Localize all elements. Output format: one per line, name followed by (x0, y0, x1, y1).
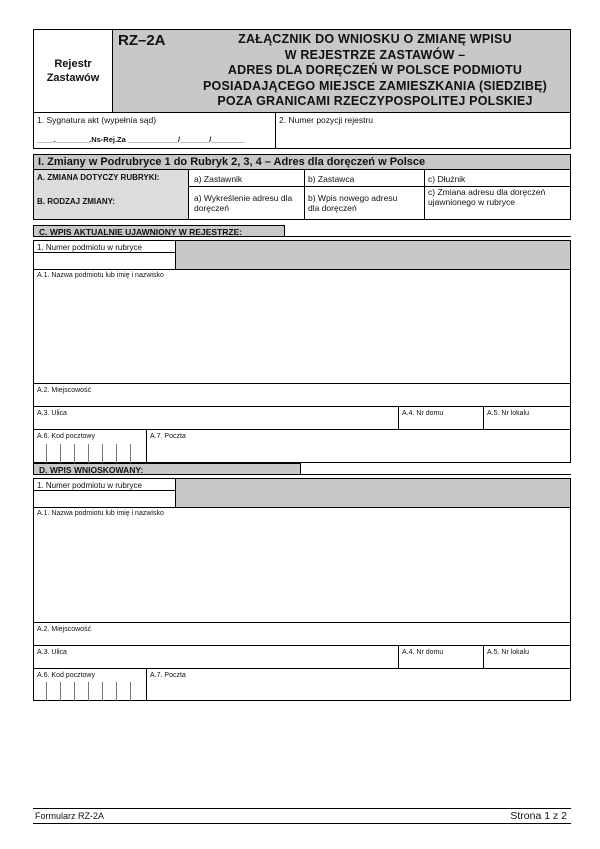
c-entity-number-field[interactable] (33, 240, 176, 270)
option-dluznik-text: c) Dłużnik (428, 174, 466, 184)
d-post-office-label: A.7. Poczta (150, 672, 186, 679)
section-i-title (33, 154, 571, 170)
header-title-box (180, 30, 570, 112)
title-line-4: POSIADAJĄCEGO MIEJSCE ZAMIESZKANIA (SIEDZIBĘ) (203, 78, 547, 93)
c-flat-no-field[interactable] (483, 406, 571, 430)
option-dluznik[interactable] (424, 170, 571, 187)
d-postal-code-field[interactable] (33, 668, 147, 701)
title-line-5: POZA GRANICAMI RZECZYPOSPOLITEJ POLSKIEJ (217, 94, 533, 108)
d-postal-box-3[interactable] (88, 682, 103, 701)
option-zastawca-text: b) Zastawca (308, 174, 355, 184)
c-street-label: A.3. Ulica (37, 410, 67, 417)
section-c-title (33, 225, 285, 237)
c-city-field[interactable] (33, 383, 571, 407)
d-house-no-label: A.4. Nr domu (402, 649, 444, 656)
d-street-field[interactable] (33, 645, 399, 669)
registry-label-box (34, 30, 112, 112)
d-entity-number-divider (34, 490, 175, 491)
d-postal-code-label: A.6. Kod pocztowy (37, 672, 95, 679)
footer (33, 808, 571, 824)
row-a-label (33, 170, 189, 187)
option-zastawnik-text: a) Zastawnik (194, 174, 243, 184)
c-postal-code-label: A.6. Kod pocztowy (37, 433, 95, 440)
c-postal-box-4[interactable] (103, 444, 117, 463)
c-house-no-field[interactable] (398, 406, 484, 430)
c-entity-number-label: 1. Numer podmiotu w rubryce (37, 243, 142, 252)
d-street-label: A.3. Ulica (37, 649, 67, 656)
registry-label: Rejestr Zastawów (46, 58, 100, 84)
footer-page-number: Strona 1 z 2 (510, 810, 567, 822)
option-zmiana-adresu[interactable] (424, 186, 571, 220)
d-postal-box-4[interactable] (103, 682, 117, 701)
option-wykreslenie[interactable] (188, 186, 305, 220)
c-postal-box-2[interactable] (61, 444, 75, 463)
section-c-title-text: C. WPIS AKTUALNIE UJAWNIONY W REJESTRZE: (39, 227, 243, 237)
form-code-box (112, 30, 180, 112)
option-wykreslenie-text: a) Wykreślenie adresu dla doręczeń (194, 193, 293, 213)
row-b-label-text: B. RODZAJ ZMIANY: (37, 197, 116, 206)
c-post-office-field[interactable] (146, 429, 571, 463)
d-city-label: A.2. Miejscowość (37, 626, 92, 633)
d-postal-box-2[interactable] (61, 682, 75, 701)
c-postal-box-1[interactable] (46, 444, 61, 463)
c-name-label: A.1. Nazwa podmiotu lub imię i nazwisko (37, 272, 164, 279)
section-c-title-line (285, 236, 571, 237)
row-b-label (33, 186, 189, 220)
c-post-office-label: A.7. Poczta (150, 433, 186, 440)
c-entity-number-divider (34, 252, 175, 253)
d-postal-box-5[interactable] (117, 682, 131, 701)
section-d-title-text: D. WPIS WNIOSKOWANY: (39, 465, 144, 475)
d-flat-no-field[interactable] (483, 645, 571, 669)
option-zastawnik[interactable] (188, 170, 305, 187)
c-city-label: A.2. Miejscowość (37, 387, 92, 394)
signature-label: 1. Sygnatura akt (wypełnia sąd) (37, 115, 157, 125)
signature-template: ____.________.Ns-Rej.Za ____________/_______/________ (37, 135, 245, 144)
c-flat-no-label: A.5. Nr lokalu (487, 410, 530, 417)
form-code: RZ–2A (118, 32, 166, 49)
registry-position-label: 2. Numer pozycji rejestru (279, 115, 374, 125)
title-line-3: ADRES DLA DORĘCZEŃ W POLSCE PODMIOTU (227, 63, 523, 77)
option-wpis-nowego-text: b) Wpis nowego adresu dla doręczeń (308, 193, 398, 213)
section-i-title-text: I. Zmiany w Podrubryce 1 do Rubryk 2, 3, 4 – Adres dla doręczeń w Polsce (38, 156, 426, 168)
d-post-office-field[interactable] (146, 668, 571, 701)
section-d-title-line (301, 474, 571, 475)
d-entity-number-label: 1. Numer podmiotu w rubryce (37, 481, 142, 490)
d-entity-number-field[interactable] (33, 478, 176, 508)
registry-position-field[interactable] (275, 113, 571, 149)
title-line-1: ZAŁĄCZNIK DO WNIOSKU O ZMIANĘ WPISU (238, 32, 512, 46)
option-zmiana-adresu-text: c) Zmiana adresu dla doręczeń ujawnionego w rubryce (428, 187, 546, 207)
option-wpis-nowego[interactable] (304, 186, 425, 220)
d-house-no-field[interactable] (398, 645, 484, 669)
signature-field[interactable] (33, 113, 276, 149)
c-postal-box-3[interactable] (88, 444, 103, 463)
d-postal-box-1[interactable] (46, 682, 61, 701)
c-postal-code-field[interactable] (33, 429, 147, 463)
c-street-field[interactable] (33, 406, 399, 430)
c-entity-number-shaded (175, 240, 571, 270)
c-postal-box-5[interactable] (117, 444, 131, 463)
row-a-label-text: A. ZMIANA DOTYCZY RUBRYKI: (37, 173, 160, 182)
d-name-label: A.1. Nazwa podmiotu lub imię i nazwisko (37, 510, 164, 517)
d-flat-no-label: A.5. Nr lokalu (487, 649, 530, 656)
title-line-2: W REJESTRZE ZASTAWÓW – (284, 47, 466, 62)
footer-form-name: Formularz RZ-2A (35, 811, 105, 821)
option-zastawca[interactable] (304, 170, 425, 187)
d-name-field[interactable] (33, 507, 571, 623)
d-city-field[interactable] (33, 622, 571, 646)
d-entity-number-shaded (175, 478, 571, 508)
section-d-title (33, 463, 301, 475)
c-house-no-label: A.4. Nr domu (402, 410, 444, 417)
c-name-field[interactable] (33, 269, 571, 384)
